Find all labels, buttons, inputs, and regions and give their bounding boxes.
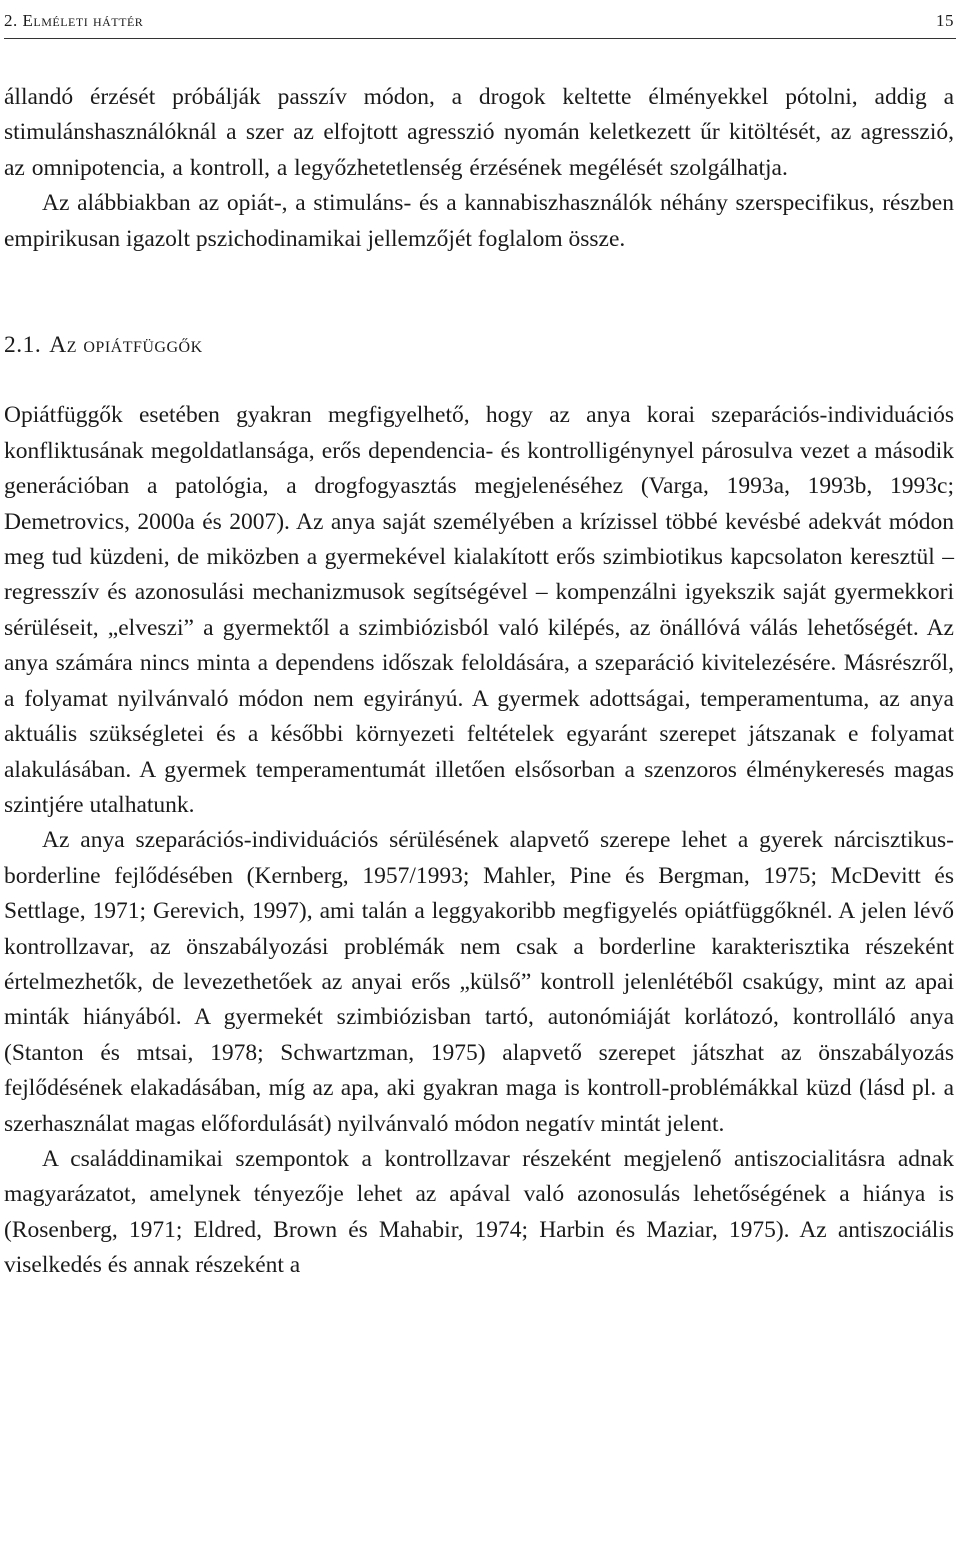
- paragraph-4: Az anya szeparációs-individuációs sérülésének alapvető szerepe lehet a gyerek nárcisztikus-borderline fejlődésében (Kernberg, 1957/1993; Mahler, Pine és Bergman, 1975; McDevitt és Settlage, 1971; Gerevich, 1997), ami talán a leggyakoribb megfigyelés opiátfüggőknél. A jelen lévő kontrollzavar, az önszabályozási problémák nem csak a borderline karakterisztika részeként értelmezhetők, de levezethetőek az anyai erős „külső” kontroll jelenlétéből csakúgy, mint az apai minták hiányából. A gyermekét szimbiózisban tartó, autonómiáját korlátozó, kontrolláló anya (Stanton és mtsai, 1978; Schwartzman, 1975) alapvető szerepet játszhat az önszabályozás fejlődésének elakadásában, míg az apa, aki gyakran maga is kontroll-problémákkal küzd (lásd pl. a szerhasználat magas előfordulását) nyilvánvaló módon negatív mintát jelent.: [4, 827, 954, 1137]
- paragraph-2: Az alábbiakban az opiát-, a stimuláns- és a kannabiszhasználók néhány szerspecifikus, részben empirikusan igazolt pszichodinamikai jellemzőjét foglalom össze.: [4, 190, 954, 252]
- subsection-title: Az opiátfüggők: [49, 332, 203, 359]
- paragraph-5: A családdinamikai szempontok a kontrollzavar részeként megjelenő antiszocialitásra adnak magyarázatot, amelynek tényezője lehet az apával való azonosulás lehetőségének a hiánya is (Rosenberg, 1971; Eldred, Brown és Mahabir, 1974; Harbin és Maziar, 1975). Az antiszociális viselkedés és annak részeként a: [4, 1145, 954, 1279]
- body-text: [4, 80, 954, 1284]
- subsection-heading: [4, 328, 954, 363]
- page-number: 15: [936, 11, 954, 30]
- subsection-number: 2.1.: [4, 332, 42, 359]
- paragraph-3: Opiátfüggők esetében gyakran megfigyelhető, hogy az anya korai szeparációs-individuációs konfliktusának megoldatlansága, erős dependencia- és kontrolligénynyel párosulva vezet a második generációban a patológia, a drogfogyasztás megjelenéséhez (Varga, 1993a, 1993b, 1993c; Demetrovics, 2000a és 2007). Az anya saját személyében a krízissel többé kevésbé adekvát módon meg tud küzdeni, de miközben a gyermekével kialakított erős szimbiotikus kapcsolaton keresztül – regresszív és azonosulási mechanizmusok segítségével – kompenzálni igyekszik saját gyermekkori sérüléseit, „elveszi” a gyermektől a szimbiózisból való kilépés, az önállóvá válás lehetőségét. Az anya számára nincs minta a dependens időszak feloldására, a szeparáció kivitelezésére. Másrészről, a folyamat nyilvánvaló módon nem egyirányú. A gyermek adottságai, temperamentuma, az anya aktuális szükségletei és a későbbi környezeti feltételek egyaránt szerepet játszanak e folyamat alakulásában. A gyermek temperamentumát illetően elsősorban a szenzoros élménykeresés magas szintjére utalhatunk.: [4, 402, 954, 818]
- running-header: [4, 8, 956, 39]
- running-header-section: 2. Elméleti háttér: [4, 11, 144, 30]
- paragraph-1: állandó érzését próbálják passzív módon, a drogok keltette élményekkel pótolni, addig a stimulánshasználóknál a szer az elfojtott agresszió nyomán keletkezett űr kitöltését, az agresszió, az omnipotencia, a kontroll, a legyőzhetetlenség érzésének megélését szolgálhatja.: [4, 84, 954, 181]
